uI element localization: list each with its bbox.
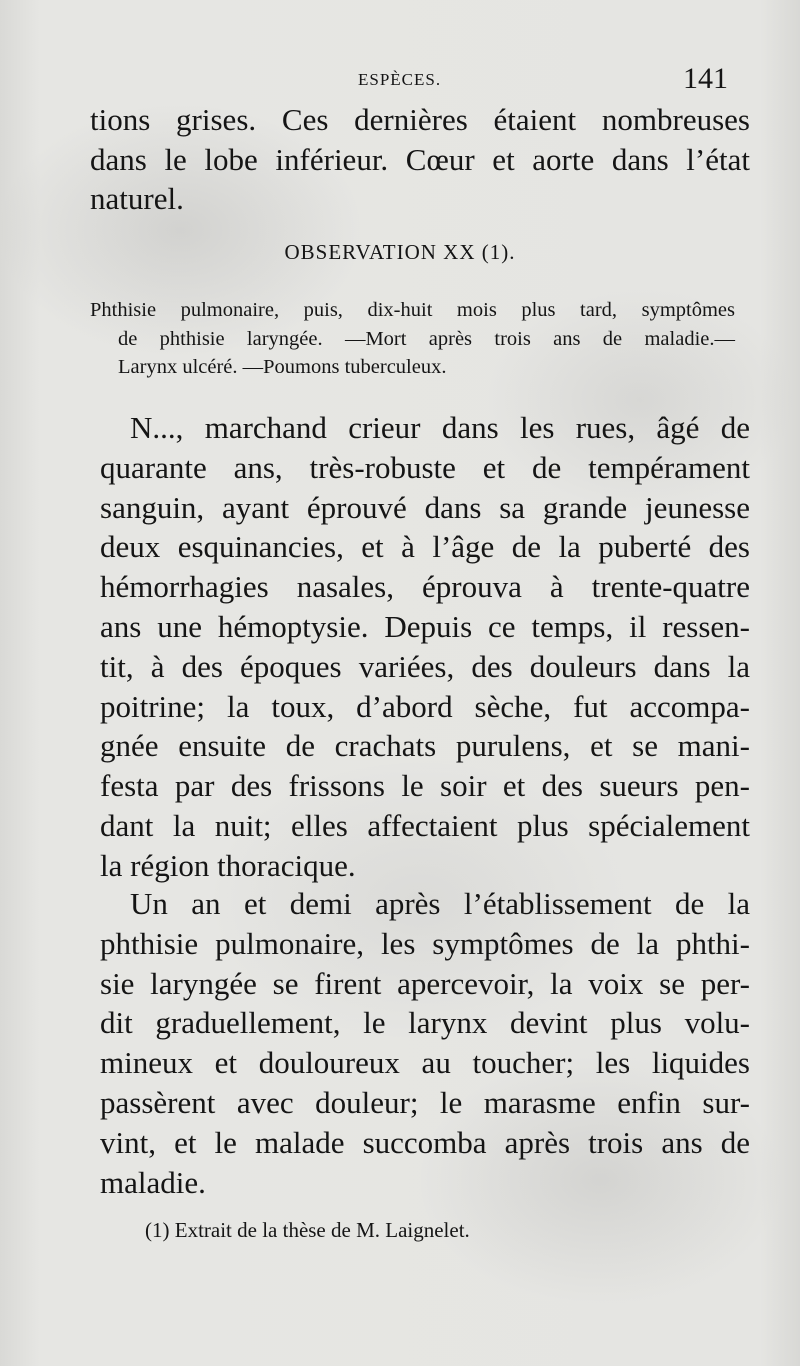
paragraph-2: [100, 884, 750, 1202]
running-head: ESPÈCES.: [358, 70, 442, 89]
paragraph-1: [100, 408, 750, 886]
text-line: festa par des frissons le soir et des sueurs pen-: [100, 768, 750, 804]
text-line: tit, à des époques variées, des douleurs dans la: [100, 648, 750, 684]
text-line: phthisie pulmonaire, les symptômes de la phthi-: [100, 925, 750, 961]
text-line: dans le lobe inférieur. Cœur et aorte dans l’état: [90, 141, 750, 177]
summary-line: Larynx ulcéré. —Poumons tuberculeux.: [118, 356, 447, 378]
text-line: passèrent avec douleur; le marasme enfin sur-: [100, 1084, 750, 1120]
text-line: sanguin, ayant éprouvé dans sa grande jeunesse: [100, 489, 750, 525]
text-line: naturel.: [90, 181, 184, 216]
footnote: (1) Extrait de la thèse de M. Laignelet.: [145, 1218, 470, 1242]
text-line: poitrine; la toux, d’abord sèche, fut accompa-: [100, 688, 750, 724]
summary-line: de phthisie laryngée. —Mort après trois ans de maladie.—: [118, 327, 735, 350]
text-line: gnée ensuite de crachats purulens, et se mani-: [100, 728, 750, 764]
text-line: tions grises. Ces dernières étaient nombreuses: [90, 102, 750, 137]
text-line: la région thoracique.: [100, 847, 356, 883]
text-line: quarante ans, très-robuste et de tempérament: [100, 449, 750, 485]
text-line: Un an et demi après l’établissement de la: [130, 886, 750, 921]
text-line: ans une hémoptysie. Depuis ce temps, il ressen-: [100, 608, 750, 644]
carryover-text: [90, 100, 750, 219]
observation-summary: [90, 296, 735, 382]
page-number: 141: [683, 62, 728, 95]
page-header: [0, 62, 800, 94]
text-line: deux esquinancies, et à l’âge de la puberté des: [100, 529, 750, 565]
text-line: dit graduellement, le larynx devint plus volu-: [100, 1005, 750, 1041]
text-line: hémorrhagies nasales, éprouva à trente-quatre: [100, 569, 750, 605]
observation-title: OBSERVATION XX (1).: [284, 240, 516, 264]
text-line: dant la nuit; elles affectaient plus spécialement: [100, 807, 750, 843]
text-line: maladie.: [100, 1164, 206, 1200]
text-line: N..., marchand crieur dans les rues, âgé de: [130, 410, 750, 445]
text-line: vint, et le malade succomba après trois ans de: [100, 1124, 750, 1160]
summary-line: Phthisie pulmonaire, puis, dix-huit mois plus tard, symptômes: [90, 299, 735, 321]
text-line: sie laryngée se firent apercevoir, la voix se per-: [100, 965, 750, 1001]
text-line: mineux et douloureux au toucher; les liquides: [100, 1045, 750, 1081]
